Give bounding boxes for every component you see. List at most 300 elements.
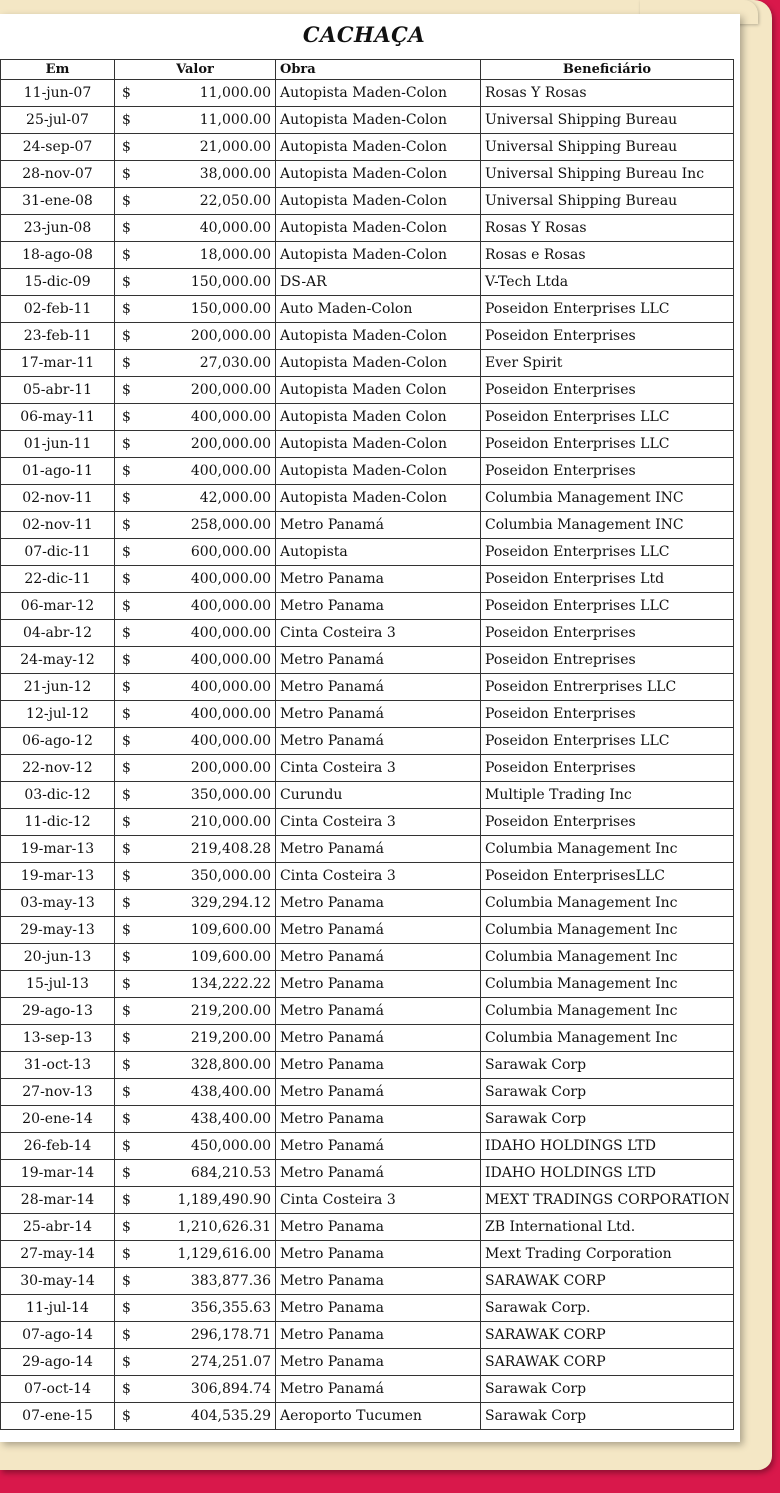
cell-valor — [115, 998, 276, 1025]
cell-date: 15-dic-09 — [1, 269, 115, 296]
cell-beneficiario: Sarawak Corp — [481, 1079, 734, 1106]
cell-beneficiario: Columbia Management Inc — [481, 944, 734, 971]
cell-valor — [115, 377, 276, 404]
cell-date: 18-ago-08 — [1, 242, 115, 269]
cell-beneficiario: Poseidon Enterprises LLC — [481, 431, 734, 458]
cell-valor — [115, 1052, 276, 1079]
cell-beneficiario: Poseidon EnterprisesLLC — [481, 863, 734, 890]
amount: 350,000.00 — [190, 787, 271, 803]
amount: 42,000.00 — [199, 490, 271, 506]
cell-valor — [115, 647, 276, 674]
cell-beneficiario: Columbia Management Inc — [481, 971, 734, 998]
ledger-sheet — [0, 14, 740, 1442]
currency-symbol: $ — [122, 598, 131, 614]
table-row — [1, 1241, 734, 1268]
cell-valor — [115, 755, 276, 782]
table-row — [1, 755, 734, 782]
table-row — [1, 782, 734, 809]
cell-obra: Autopista Maden-Colon — [276, 188, 481, 215]
cell-valor — [115, 971, 276, 998]
amount: 600,000.00 — [190, 544, 271, 560]
currency-symbol: $ — [122, 1408, 131, 1424]
cell-date: 01-ago-11 — [1, 458, 115, 485]
cell-valor — [115, 161, 276, 188]
cell-date: 07-oct-14 — [1, 1376, 115, 1403]
table-row — [1, 1268, 734, 1295]
cell-beneficiario: Poseidon Enterprises — [481, 323, 734, 350]
currency-symbol: $ — [122, 841, 131, 857]
cell-date: 20-ene-14 — [1, 1106, 115, 1133]
cell-valor — [115, 242, 276, 269]
table-row — [1, 1403, 734, 1430]
cell-date: 22-nov-12 — [1, 755, 115, 782]
table-row — [1, 242, 734, 269]
cell-obra: Metro Panamá — [276, 1133, 481, 1160]
currency-symbol: $ — [122, 355, 131, 371]
cell-obra: Auto Maden-Colon — [276, 296, 481, 323]
cell-valor — [115, 188, 276, 215]
cell-obra: Metro Panamá — [276, 917, 481, 944]
cell-obra: Autopista Maden-Colon — [276, 458, 481, 485]
currency-symbol: $ — [122, 868, 131, 884]
cell-obra: Autopista Maden Colon — [276, 377, 481, 404]
currency-symbol: $ — [122, 166, 131, 182]
cell-valor — [115, 1376, 276, 1403]
cell-obra: Metro Panama — [276, 1349, 481, 1376]
cell-beneficiario: Ever Spirit — [481, 350, 734, 377]
cell-beneficiario: Poseidon Enterprises Ltd — [481, 566, 734, 593]
currency-symbol: $ — [122, 274, 131, 290]
cell-obra: Metro Panama — [276, 1241, 481, 1268]
table-row — [1, 890, 734, 917]
cell-date: 12-jul-12 — [1, 701, 115, 728]
table-row — [1, 1079, 734, 1106]
cell-date: 06-mar-12 — [1, 593, 115, 620]
cell-obra: Metro Panamá — [276, 1025, 481, 1052]
amount: 219,408.28 — [190, 841, 271, 857]
table-row — [1, 350, 734, 377]
currency-symbol: $ — [122, 760, 131, 776]
cell-beneficiario: V-Tech Ltda — [481, 269, 734, 296]
cell-valor — [115, 1160, 276, 1187]
cell-beneficiario: Poseidon Enterprises — [481, 755, 734, 782]
cell-valor — [115, 836, 276, 863]
cell-date: 27-may-14 — [1, 1241, 115, 1268]
cell-obra: Autopista Maden-Colon — [276, 215, 481, 242]
cell-obra: Metro Panamá — [276, 701, 481, 728]
amount: 400,000.00 — [190, 571, 271, 587]
table-row — [1, 620, 734, 647]
amount: 18,000.00 — [199, 247, 271, 263]
currency-symbol: $ — [122, 733, 131, 749]
cell-valor — [115, 1403, 276, 1430]
amount: 400,000.00 — [190, 463, 271, 479]
table-row — [1, 269, 734, 296]
cell-obra: Autopista Maden-Colon — [276, 80, 481, 107]
table-row — [1, 512, 734, 539]
table-row — [1, 1025, 734, 1052]
cell-obra: Metro Panama — [276, 1268, 481, 1295]
cell-obra: Metro Panamá — [276, 944, 481, 971]
amount: 356,355.63 — [190, 1300, 271, 1316]
cell-beneficiario: SARAWAK CORP — [481, 1349, 734, 1376]
cell-valor — [115, 512, 276, 539]
cell-beneficiario: IDAHO HOLDINGS LTD — [481, 1160, 734, 1187]
header-row — [1, 60, 734, 80]
column-header-valor: Valor — [115, 60, 276, 80]
currency-symbol: $ — [122, 1138, 131, 1154]
cell-obra: Curundu — [276, 782, 481, 809]
cell-date: 02-nov-11 — [1, 485, 115, 512]
cell-date: 17-mar-11 — [1, 350, 115, 377]
cell-valor — [115, 269, 276, 296]
cell-date: 23-jun-08 — [1, 215, 115, 242]
amount: 404,535.29 — [190, 1408, 271, 1424]
table-row — [1, 80, 734, 107]
amount: 150,000.00 — [190, 301, 271, 317]
cell-date: 19-mar-13 — [1, 863, 115, 890]
amount: 200,000.00 — [190, 436, 271, 452]
table-row — [1, 431, 734, 458]
table-row — [1, 701, 734, 728]
amount: 438,400.00 — [190, 1084, 271, 1100]
cell-obra: Cinta Costeira 3 — [276, 863, 481, 890]
amount: 27,030.00 — [199, 355, 271, 371]
cell-beneficiario: Columbia Management Inc — [481, 890, 734, 917]
cell-beneficiario: SARAWAK CORP — [481, 1322, 734, 1349]
table-row — [1, 1295, 734, 1322]
table-row — [1, 1349, 734, 1376]
cell-valor — [115, 134, 276, 161]
sheet-title: CACHAÇA — [302, 22, 426, 47]
cell-obra: Metro Panamá — [276, 998, 481, 1025]
currency-symbol: $ — [122, 787, 131, 803]
amount: 21,000.00 — [199, 139, 271, 155]
table-row — [1, 917, 734, 944]
cell-date: 07-ago-14 — [1, 1322, 115, 1349]
cell-date: 30-may-14 — [1, 1268, 115, 1295]
cell-date: 31-ene-08 — [1, 188, 115, 215]
table-row — [1, 134, 734, 161]
currency-symbol: $ — [122, 922, 131, 938]
currency-symbol: $ — [122, 193, 131, 209]
cell-valor — [115, 863, 276, 890]
table-row — [1, 998, 734, 1025]
cell-beneficiario: Poseidon Enterprises — [481, 377, 734, 404]
cell-valor — [115, 1349, 276, 1376]
cell-beneficiario: Poseidon Enterprises — [481, 701, 734, 728]
amount: 200,000.00 — [190, 382, 271, 398]
amount: 22,050.00 — [199, 193, 271, 209]
cell-date: 11-jun-07 — [1, 80, 115, 107]
cell-obra: Metro Panamá — [276, 836, 481, 863]
cell-obra: Autopista Maden-Colon — [276, 431, 481, 458]
table-row — [1, 215, 734, 242]
cell-beneficiario: Sarawak Corp — [481, 1052, 734, 1079]
cell-obra: Cinta Costeira 3 — [276, 1187, 481, 1214]
table-row — [1, 1106, 734, 1133]
cell-obra: Autopista Maden-Colon — [276, 134, 481, 161]
cell-obra: Autopista Maden-Colon — [276, 161, 481, 188]
cell-valor — [115, 107, 276, 134]
cell-valor — [115, 1268, 276, 1295]
currency-symbol: $ — [122, 1219, 131, 1235]
amount: 1,189,490.90 — [177, 1192, 271, 1208]
cell-date: 20-jun-13 — [1, 944, 115, 971]
cell-beneficiario: Columbia Management INC — [481, 485, 734, 512]
currency-symbol: $ — [122, 85, 131, 101]
currency-symbol: $ — [122, 382, 131, 398]
amount: 274,251.07 — [190, 1354, 271, 1370]
cell-obra: Metro Panama — [276, 1052, 481, 1079]
cell-valor — [115, 701, 276, 728]
currency-symbol: $ — [122, 1192, 131, 1208]
currency-symbol: $ — [122, 1111, 131, 1127]
cell-date: 13-sep-13 — [1, 1025, 115, 1052]
cell-obra: Cinta Costeira 3 — [276, 755, 481, 782]
cell-valor — [115, 1106, 276, 1133]
amount: 400,000.00 — [190, 625, 271, 641]
cell-valor — [115, 1214, 276, 1241]
table-row — [1, 1052, 734, 1079]
currency-symbol: $ — [122, 112, 131, 128]
cell-beneficiario: Columbia Management INC — [481, 512, 734, 539]
cell-beneficiario: Poseidon Enterprises — [481, 620, 734, 647]
cell-valor — [115, 1241, 276, 1268]
cell-date: 23-feb-11 — [1, 323, 115, 350]
currency-symbol: $ — [122, 679, 131, 695]
amount: 1,129,616.00 — [177, 1246, 271, 1262]
table-row — [1, 1376, 734, 1403]
cell-valor — [115, 674, 276, 701]
cell-beneficiario: Sarawak Corp — [481, 1403, 734, 1430]
cell-valor — [115, 80, 276, 107]
table-row — [1, 836, 734, 863]
table-row — [1, 1133, 734, 1160]
cell-valor — [115, 809, 276, 836]
table-row — [1, 539, 734, 566]
cell-beneficiario: Poseidon Enterprises LLC — [481, 539, 734, 566]
amount: 210,000.00 — [190, 814, 271, 830]
cell-date: 11-dic-12 — [1, 809, 115, 836]
cell-beneficiario: Sarawak Corp — [481, 1106, 734, 1133]
currency-symbol: $ — [122, 706, 131, 722]
amount: 329,294.12 — [190, 895, 271, 911]
currency-symbol: $ — [122, 1030, 131, 1046]
table-row — [1, 296, 734, 323]
cell-valor — [115, 323, 276, 350]
cell-date: 29-ago-13 — [1, 998, 115, 1025]
amount: 400,000.00 — [190, 598, 271, 614]
currency-symbol: $ — [122, 220, 131, 236]
payments-table — [0, 59, 734, 1430]
cell-valor — [115, 593, 276, 620]
cell-date: 03-may-13 — [1, 890, 115, 917]
cell-obra: Autopista Maden-Colon — [276, 350, 481, 377]
currency-symbol: $ — [122, 1246, 131, 1262]
cell-obra: Autopista — [276, 539, 481, 566]
amount: 400,000.00 — [190, 733, 271, 749]
cell-date: 07-ene-15 — [1, 1403, 115, 1430]
cell-beneficiario: Poseidon Enterprises LLC — [481, 404, 734, 431]
cell-valor — [115, 485, 276, 512]
amount: 200,000.00 — [190, 328, 271, 344]
currency-symbol: $ — [122, 814, 131, 830]
cell-obra: Metro Panama — [276, 566, 481, 593]
table-row — [1, 593, 734, 620]
cell-valor — [115, 431, 276, 458]
amount: 200,000.00 — [190, 760, 271, 776]
cell-obra: DS-AR — [276, 269, 481, 296]
table-row — [1, 566, 734, 593]
cell-date: 31-oct-13 — [1, 1052, 115, 1079]
cell-beneficiario: Poseidon Enterprises — [481, 458, 734, 485]
cell-valor — [115, 890, 276, 917]
amount: 40,000.00 — [199, 220, 271, 236]
table-row — [1, 971, 734, 998]
currency-symbol: $ — [122, 139, 131, 155]
cell-obra: Metro Panamá — [276, 1160, 481, 1187]
cell-date: 11-jul-14 — [1, 1295, 115, 1322]
table-row — [1, 161, 734, 188]
cell-obra: Metro Panamá — [276, 728, 481, 755]
cell-date: 25-abr-14 — [1, 1214, 115, 1241]
cell-beneficiario: Universal Shipping Bureau — [481, 134, 734, 161]
table-row — [1, 458, 734, 485]
cell-date: 24-may-12 — [1, 647, 115, 674]
column-header-beneficiario: Beneficiário — [481, 60, 734, 80]
currency-symbol: $ — [122, 625, 131, 641]
cell-date: 03-dic-12 — [1, 782, 115, 809]
currency-symbol: $ — [122, 490, 131, 506]
table-row — [1, 404, 734, 431]
cell-obra: Autopista Maden Colon — [276, 404, 481, 431]
cell-beneficiario: Rosas e Rosas — [481, 242, 734, 269]
cell-date: 01-jun-11 — [1, 431, 115, 458]
cell-beneficiario: Columbia Management Inc — [481, 836, 734, 863]
cell-date: 22-dic-11 — [1, 566, 115, 593]
currency-symbol: $ — [122, 895, 131, 911]
cell-obra: Autopista Maden-Colon — [276, 485, 481, 512]
table-body — [1, 80, 734, 1430]
cell-date: 06-may-11 — [1, 404, 115, 431]
cell-beneficiario: ZB International Ltd. — [481, 1214, 734, 1241]
cell-beneficiario: Poseidon Entreprises — [481, 647, 734, 674]
cell-obra: Metro Panamá — [276, 647, 481, 674]
currency-symbol: $ — [122, 517, 131, 533]
cell-beneficiario: Columbia Management Inc — [481, 998, 734, 1025]
cell-beneficiario: Universal Shipping Bureau — [481, 188, 734, 215]
cell-date: 26-feb-14 — [1, 1133, 115, 1160]
cell-obra: Metro Panama — [276, 1214, 481, 1241]
currency-symbol: $ — [122, 1381, 131, 1397]
cell-valor — [115, 728, 276, 755]
table-row — [1, 1214, 734, 1241]
cell-valor — [115, 1295, 276, 1322]
cell-date: 28-nov-07 — [1, 161, 115, 188]
cell-valor — [115, 917, 276, 944]
currency-symbol: $ — [122, 1165, 131, 1181]
currency-symbol: $ — [122, 1354, 131, 1370]
cell-date: 28-mar-14 — [1, 1187, 115, 1214]
cell-date: 24-sep-07 — [1, 134, 115, 161]
table-row — [1, 809, 734, 836]
currency-symbol: $ — [122, 1300, 131, 1316]
table-row — [1, 1187, 734, 1214]
cell-obra: Aeroporto Tucumen — [276, 1403, 481, 1430]
cell-date: 29-may-13 — [1, 917, 115, 944]
cell-date: 02-feb-11 — [1, 296, 115, 323]
cell-valor — [115, 1133, 276, 1160]
amount: 109,600.00 — [190, 922, 271, 938]
cell-valor — [115, 566, 276, 593]
currency-symbol: $ — [122, 1327, 131, 1343]
amount: 11,000.00 — [199, 112, 271, 128]
table-row — [1, 1160, 734, 1187]
amount: 450,000.00 — [190, 1138, 271, 1154]
currency-symbol: $ — [122, 1273, 131, 1289]
cell-valor — [115, 539, 276, 566]
table-row — [1, 107, 734, 134]
amount: 1,210,626.31 — [177, 1219, 271, 1235]
cell-beneficiario: Rosas Y Rosas — [481, 80, 734, 107]
cell-beneficiario: Sarawak Corp. — [481, 1295, 734, 1322]
amount: 400,000.00 — [190, 409, 271, 425]
cell-beneficiario: Mext Trading Corporation — [481, 1241, 734, 1268]
cell-date: 19-mar-14 — [1, 1160, 115, 1187]
table-row — [1, 485, 734, 512]
currency-symbol: $ — [122, 301, 131, 317]
cell-obra: Metro Panama — [276, 1322, 481, 1349]
cell-obra: Metro Panamá — [276, 674, 481, 701]
cell-beneficiario: Poseidon Entrerprises LLC — [481, 674, 734, 701]
table-row — [1, 377, 734, 404]
table-row — [1, 728, 734, 755]
amount: 383,877.36 — [190, 1273, 271, 1289]
amount: 109,600.00 — [190, 949, 271, 965]
amount: 438,400.00 — [190, 1111, 271, 1127]
cell-valor — [115, 458, 276, 485]
cell-obra: Cinta Costeira 3 — [276, 809, 481, 836]
cell-date: 27-nov-13 — [1, 1079, 115, 1106]
cell-valor — [115, 1079, 276, 1106]
cell-beneficiario: IDAHO HOLDINGS LTD — [481, 1133, 734, 1160]
cell-valor — [115, 1187, 276, 1214]
cell-obra: Autopista Maden-Colon — [276, 323, 481, 350]
amount: 350,000.00 — [190, 868, 271, 884]
currency-symbol: $ — [122, 1084, 131, 1100]
currency-symbol: $ — [122, 571, 131, 587]
cell-beneficiario: Columbia Management Inc — [481, 1025, 734, 1052]
amount: 306,894.74 — [190, 1381, 271, 1397]
cell-beneficiario: Poseidon Enterprises — [481, 809, 734, 836]
cell-beneficiario: SARAWAK CORP — [481, 1268, 734, 1295]
cell-valor — [115, 1322, 276, 1349]
cell-obra: Metro Panama — [276, 971, 481, 998]
cell-date: 05-abr-11 — [1, 377, 115, 404]
amount: 38,000.00 — [199, 166, 271, 182]
amount: 400,000.00 — [190, 679, 271, 695]
table-row — [1, 1322, 734, 1349]
table-row — [1, 863, 734, 890]
cell-obra: Metro Panama — [276, 1295, 481, 1322]
cell-valor — [115, 350, 276, 377]
cell-valor — [115, 404, 276, 431]
cell-obra: Metro Panama — [276, 890, 481, 917]
cell-obra: Autopista Maden-Colon — [276, 107, 481, 134]
amount: 400,000.00 — [190, 706, 271, 722]
currency-symbol: $ — [122, 1003, 131, 1019]
